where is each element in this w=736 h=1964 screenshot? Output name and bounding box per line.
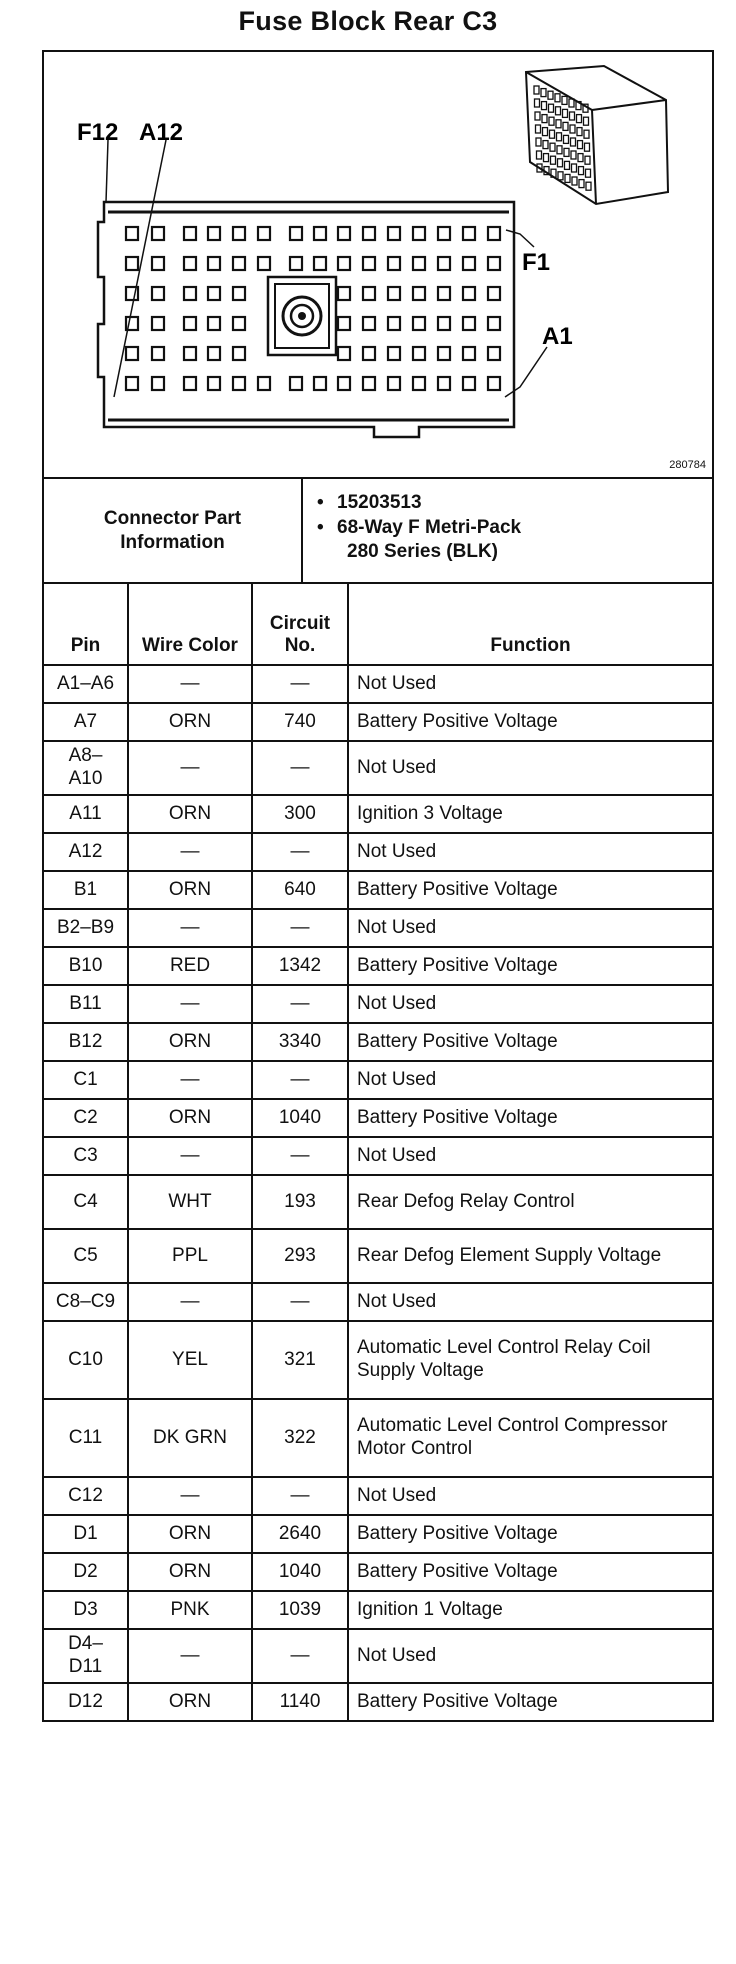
cell-wire-color: ORN [128,871,252,909]
table-row [43,1683,713,1721]
iso-cavity [536,138,541,146]
table-row [43,1137,713,1175]
pin-cavity [314,227,326,240]
cell-wire-color: — [128,1283,252,1321]
cell-pin: A11 [43,795,128,833]
part-number: • 15203513 [337,491,712,516]
label-a12: A12 [139,119,184,146]
iso-cavity [579,180,584,188]
table-row [43,1099,713,1137]
cell-wire-color: ORN [128,703,252,741]
cell-pin: B2–B9 [43,909,128,947]
table-row [43,909,713,947]
pinout-table [42,582,714,1722]
connector-description: • 68-Way F Metri-Pack [337,516,712,541]
cell-pin: A1–A6 [43,665,128,703]
cell-function: Not Used [348,1283,713,1321]
cell-circuit: — [252,741,348,795]
pin-cavity [258,257,270,270]
table-row [43,1515,713,1553]
cell-wire-color: ORN [128,795,252,833]
iso-cavity [555,94,560,102]
cell-wire-color: — [128,985,252,1023]
pin-cavity [363,257,375,270]
cell-function: Not Used [348,1137,713,1175]
table-row [43,665,713,703]
iso-cavity [586,182,591,190]
pin-cavity [363,287,375,300]
cell-wire-color: — [128,833,252,871]
cell-function: Battery Positive Voltage [348,871,713,909]
pin-cavity [184,347,196,360]
cell-pin: B10 [43,947,128,985]
pin-cavity [463,227,475,240]
pin-cavity [363,377,375,390]
cell-circuit: 293 [252,1229,348,1283]
pin-cavity [388,377,400,390]
cell-pin: D2 [43,1553,128,1591]
pin-cavity [290,257,302,270]
pin-cavity [488,377,500,390]
cell-pin: B12 [43,1023,128,1061]
pin-cavity [338,347,350,360]
cell-wire-color: ORN [128,1023,252,1061]
iso-cavity [564,135,569,143]
cell-pin: C5 [43,1229,128,1283]
a1-leader [505,347,547,397]
iso-cavity [542,115,547,123]
header-circuit: Circuit No. [252,583,348,665]
cell-wire-color: — [128,1137,252,1175]
pin-cavity [413,317,425,330]
cell-wire-color: RED [128,947,252,985]
table-row [43,871,713,909]
cell-function: Not Used [348,1061,713,1099]
cell-circuit: 1040 [252,1099,348,1137]
pin-cavity [463,317,475,330]
cell-wire-color: ORN [128,1099,252,1137]
cell-wire-color: ORN [128,1683,252,1721]
table-row [43,1175,713,1229]
f12-leader [106,140,108,202]
table-row [43,741,713,795]
table-row [43,1283,713,1321]
pin-cavity [208,347,220,360]
cell-circuit: 193 [252,1175,348,1229]
iso-cavity [556,120,561,128]
pin-cavity [438,347,450,360]
iso-cavity [550,143,555,151]
table-row [43,1477,713,1515]
cell-pin: C2 [43,1099,128,1137]
cell-pin: C12 [43,1477,128,1515]
connector-isometric-view [526,66,668,204]
iso-cavity [579,167,584,175]
iso-cavity [571,138,576,146]
iso-cavity [537,151,542,159]
pin-cavity [438,317,450,330]
pin-cavity [338,377,350,390]
pin-cavity [233,227,245,240]
cell-function: Battery Positive Voltage [348,1023,713,1061]
pin-cavity [126,227,138,240]
cell-pin: A7 [43,703,128,741]
cell-pin: C11 [43,1399,128,1477]
cell-circuit: — [252,1477,348,1515]
pin-cavity [208,227,220,240]
iso-cavity [564,148,569,156]
pin-cavity [314,257,326,270]
pin-cavity [338,227,350,240]
pin-cavity [413,257,425,270]
table-row [43,985,713,1023]
pin-cavity [438,227,450,240]
pin-cavity [463,257,475,270]
cell-pin: D1 [43,1515,128,1553]
iso-cavity [565,174,570,182]
cell-pin: C1 [43,1061,128,1099]
cell-circuit: — [252,665,348,703]
label-a1: A1 [542,323,573,350]
cell-function: Ignition 3 Voltage [348,795,713,833]
pin-cavity [413,287,425,300]
f1-leader [506,230,534,247]
iso-cavity [534,86,539,94]
connector-info-label: Connector Part Information [44,479,303,582]
iso-cavity [543,128,548,136]
iso-cavity [551,156,556,164]
iso-cavity [557,146,562,154]
pin-cavity [233,257,245,270]
iso-cavity [548,91,553,99]
iso-cavity [535,99,540,107]
cell-circuit: 1342 [252,947,348,985]
pin-cavity [363,347,375,360]
pin-cavity [152,377,164,390]
cell-wire-color: WHT [128,1175,252,1229]
iso-cavity [584,117,589,125]
pin-cavity [233,377,245,390]
iso-cavity [577,115,582,123]
pin-cavity [338,257,350,270]
iso-cavity [550,130,555,138]
pin-cavity [488,257,500,270]
connector-diagram [42,50,714,477]
pin-cavity [363,317,375,330]
iso-cavity [558,159,563,167]
cell-pin: C8–C9 [43,1283,128,1321]
cell-circuit: — [252,1283,348,1321]
page-title: Fuse Block Rear C3 [238,6,498,36]
a12-leader [114,140,166,397]
table-row [43,795,713,833]
pin-cavity [184,377,196,390]
cell-circuit: — [252,909,348,947]
label-f1: F1 [522,249,551,276]
cell-circuit: — [252,1137,348,1175]
cell-circuit: 321 [252,1321,348,1399]
pin-cavity [388,287,400,300]
cell-circuit: 640 [252,871,348,909]
cell-circuit: 740 [252,703,348,741]
cell-function: Battery Positive Voltage [348,703,713,741]
cell-pin: A8– A10 [43,741,128,795]
pin-cavity [290,377,302,390]
cell-function: Not Used [348,1477,713,1515]
pin-cavity [463,377,475,390]
table-row [43,1061,713,1099]
pin-cavity [388,227,400,240]
pin-cavity [488,227,500,240]
iso-cavity [536,125,541,133]
table-row [43,1553,713,1591]
header-function: Function [348,583,713,665]
table-row [43,1591,713,1629]
cell-wire-color: — [128,909,252,947]
table-row [43,703,713,741]
iso-cavity [557,133,562,141]
cell-function: Battery Positive Voltage [348,947,713,985]
iso-cavity [577,128,582,136]
cell-pin: C10 [43,1321,128,1399]
cell-pin: C3 [43,1137,128,1175]
iso-cavity [570,125,575,133]
cell-function: Not Used [348,985,713,1023]
header-wire-color: Wire Color [128,583,252,665]
iso-cavity [549,104,554,112]
cell-wire-color: YEL [128,1321,252,1399]
cell-circuit: 1040 [252,1553,348,1591]
pin-cavity [388,257,400,270]
cell-function: Not Used [348,741,713,795]
pin-cavity [463,347,475,360]
connector-info [42,477,714,584]
pin-cavity [258,227,270,240]
pin-cavity [208,257,220,270]
label-f12: F12 [77,119,119,146]
connector-description-2: 280 Series (BLK) [347,541,499,563]
pin-cavity [208,377,220,390]
iso-cavity [542,102,547,110]
connector-face-drawing [44,52,712,479]
cell-circuit: 1140 [252,1683,348,1721]
cell-circuit: 3340 [252,1023,348,1061]
iso-cavity [565,161,570,169]
pin-cavity [488,287,500,300]
pin-cavity [363,227,375,240]
pin-cavity [388,347,400,360]
cell-function: Rear Defog Element Supply Voltage [348,1229,713,1283]
cell-wire-color: — [128,741,252,795]
iso-cavity [563,122,568,130]
iso-cavity [558,172,563,180]
table-row [43,1399,713,1477]
cell-wire-color: DK GRN [128,1399,252,1477]
table-row [43,947,713,985]
iso-cavity [572,164,577,172]
table-row [43,1321,713,1399]
iso-cavity [563,109,568,117]
cell-pin: D4– D11 [43,1629,128,1683]
pin-cavity [184,227,196,240]
cell-circuit: — [252,833,348,871]
pin-cavity [413,347,425,360]
cell-wire-color: — [128,1477,252,1515]
pin-cavity [233,347,245,360]
cell-function: Automatic Level Control Compressor Motor Control [348,1399,713,1477]
pin-cavity [184,257,196,270]
pin-cavity [388,317,400,330]
pin-cavity [413,227,425,240]
table-row [43,1023,713,1061]
cell-function: Battery Positive Voltage [348,1683,713,1721]
cell-pin: B11 [43,985,128,1023]
iso-cavity [556,107,561,115]
iso-cavity [535,112,540,120]
iso-cavity [585,156,590,164]
cell-function: Battery Positive Voltage [348,1515,713,1553]
cell-pin: D3 [43,1591,128,1629]
pin-cavity [152,317,164,330]
iso-cavity [570,112,575,120]
iso-cavity [578,141,583,149]
table-row [43,833,713,871]
pin-cavity [314,377,326,390]
cell-pin: B1 [43,871,128,909]
iso-cavity [543,141,548,149]
pin-cavity [126,257,138,270]
cell-circuit: 322 [252,1399,348,1477]
pinout-rows [43,665,713,1721]
iso-cavity [586,169,591,177]
pin-cavity [152,287,164,300]
table-row [43,1629,713,1683]
pin-cavity [488,347,500,360]
pin-cavity [126,377,138,390]
iso-cavity [571,151,576,159]
cell-circuit: — [252,1061,348,1099]
pin-cavity [184,317,196,330]
cell-pin: A12 [43,833,128,871]
cell-circuit: 1039 [252,1591,348,1629]
cell-function: Not Used [348,833,713,871]
cell-function: Battery Positive Voltage [348,1099,713,1137]
pin-cavity [463,287,475,300]
iso-cavity [562,96,567,104]
cell-circuit: — [252,985,348,1023]
cell-pin: D12 [43,1683,128,1721]
pin-cavity [438,257,450,270]
pin-cavity [152,257,164,270]
cell-function: Automatic Level Control Relay Coil Supply Voltage [348,1321,713,1399]
cell-function: Not Used [348,1629,713,1683]
pin-cavity [438,377,450,390]
cell-wire-color: PNK [128,1591,252,1629]
pin-cavity [258,377,270,390]
pin-cavity [413,377,425,390]
table-row [43,1229,713,1283]
pin-cavity [126,347,138,360]
pin-cavity [233,317,245,330]
cell-wire-color: ORN [128,1515,252,1553]
header-pin: Pin [43,583,128,665]
pin-cavity [338,317,350,330]
cell-wire-color: — [128,1629,252,1683]
pin-cavity [152,227,164,240]
pin-cavity [184,287,196,300]
pin-cavity [152,347,164,360]
figure-id: 280784 [669,459,706,471]
cell-circuit: — [252,1629,348,1683]
iso-cavity [544,154,549,162]
cell-wire-color: — [128,665,252,703]
iso-cavity [541,89,546,97]
cell-function: Not Used [348,665,713,703]
connector-info-values [303,479,712,582]
cell-wire-color: — [128,1061,252,1099]
cell-function: Rear Defog Relay Control [348,1175,713,1229]
pin-cavity [208,317,220,330]
cell-wire-color: PPL [128,1229,252,1283]
pin-cavity [488,317,500,330]
cell-circuit: 2640 [252,1515,348,1553]
table-header-row [43,583,713,665]
iso-cavity [572,177,577,185]
cell-function: Ignition 1 Voltage [348,1591,713,1629]
cell-function: Battery Positive Voltage [348,1553,713,1591]
pin-cavity [438,287,450,300]
pin-cavity [338,287,350,300]
pin-cavity [290,227,302,240]
pin-cavity [208,287,220,300]
iso-cavity [578,154,583,162]
cell-function: Not Used [348,909,713,947]
cell-wire-color: ORN [128,1553,252,1591]
iso-cavity [584,130,589,138]
pin-cavity [233,287,245,300]
cell-circuit: 300 [252,795,348,833]
iso-cavity [585,143,590,151]
iso-cavity [549,117,554,125]
cell-pin: C4 [43,1175,128,1229]
